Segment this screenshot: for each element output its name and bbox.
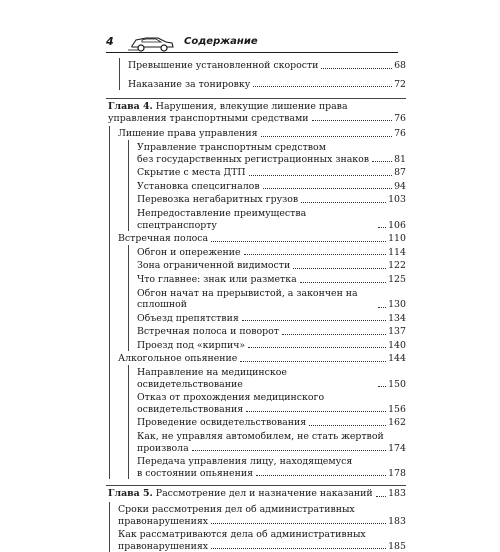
toc-entry-page: 106 [388,219,406,231]
toc-entry-page: 68 [394,60,406,71]
toc-entry[interactable] [137,165,406,179]
toc-section-page: 144 [388,353,406,365]
chapter-label: Глава 5. [108,488,153,500]
dot-leader [378,307,386,308]
dot-leader [378,227,386,228]
toc-entry-page: 185 [388,540,406,552]
toc-entry[interactable] [137,140,406,165]
dot-leader [211,523,386,524]
toc-section-title: Алкогольное опьянение [118,353,238,365]
chapter-title-line2: управления транспортными средствами [108,112,309,124]
dot-leader [240,361,386,362]
toc-entry-page: 94 [394,180,406,192]
chapter-title: Рассмотрение дел и назначение наказаний [155,488,373,500]
toc-entry[interactable] [137,272,406,286]
dot-leader [300,282,386,283]
toc-entry[interactable] [137,429,406,454]
toc-entry-title: Объезд препятствия [137,312,239,324]
toc-entry-title: Направление на медицинское освидетельствование [137,367,287,390]
toc-entry[interactable] [137,390,406,415]
toc-section[interactable] [118,351,406,365]
toc-entry-title: Встречная полоса и поворот [137,326,279,338]
dot-leader [321,68,392,69]
dot-leader [263,188,392,189]
toc-entry[interactable] [118,502,406,527]
toc-entry-page: 72 [394,78,406,90]
chapter-label: Глава 4. [108,101,153,113]
toc-section-title: Встречная полоса [118,233,209,245]
toc-section-title: Лишение права управления [118,128,258,140]
toc-entry-title: Скрытие с места ДТП [137,167,246,179]
toc-entry-title-cont: в состоянии опьянения [137,467,253,479]
page-header [106,34,406,52]
dot-leader [211,241,386,242]
toc-entry[interactable] [137,324,406,338]
toc-entry-title: Наказание за тонировку [128,78,251,90]
dot-leader [249,175,392,176]
toc-entry-page: 125 [388,273,406,285]
toc-entry-title: Зона ограниченной видимости [137,260,291,272]
toc-section-page: 76 [394,128,406,140]
toc-entry-title: Проезд под «кирпич» [137,339,246,351]
toc-entry-title-cont: правонарушениях [118,515,209,527]
table-of-contents [106,58,406,552]
toc-entry-title-cont: освидетельствования [137,403,244,415]
toc-entry-page: 178 [388,467,406,479]
section-title: Содержание [184,36,258,47]
toc-entry[interactable] [118,527,406,552]
toc-entry-page: 137 [388,326,406,338]
dot-leader [192,450,386,451]
toc-entry-page: 81 [394,153,406,165]
dot-leader [378,386,386,387]
page-number: 4 [106,35,114,48]
toc-entry-title: Управление транспортным средством [137,141,326,153]
toc-entry[interactable] [128,72,406,91]
dot-leader [309,425,386,426]
dot-leader [293,268,386,269]
dot-leader [256,475,386,476]
chapter-title-line1: Нарушения, влекущие лишение права [155,101,348,113]
dot-leader [253,86,392,87]
toc-entry[interactable] [128,58,406,72]
toc-entry-page: 162 [388,417,406,429]
toc-entry-title: Обгон начат на прерывистой, а закончен на сплошной [137,287,358,311]
dot-leader [242,320,386,321]
toc-chapter-5-sections [109,502,406,552]
toc-entry-title: Установка спецсигналов [137,180,260,192]
toc-entry-page: 150 [388,378,406,390]
toc-section-items [128,245,406,352]
toc-entry[interactable] [137,415,406,429]
toc-entry-page: 122 [388,260,406,272]
chapter-divider [106,485,406,486]
toc-entry-title: Передача управления лицу, находящемуся [137,456,353,468]
toc-section-page: 110 [388,233,406,245]
toc-entry-page: 130 [388,299,406,311]
toc-entry[interactable] [137,206,406,231]
toc-entry-page: 114 [388,246,406,258]
toc-entry-title-cont: правонарушениях [118,540,209,552]
toc-entry[interactable] [137,179,406,193]
car-icon [128,34,176,52]
toc-entry[interactable] [137,258,406,272]
dot-leader [248,347,386,348]
dot-leader [372,161,392,162]
toc-entry-title: Обгон и опережение [137,246,241,258]
toc-entry-title: Что главнее: знак или разметка [137,273,297,285]
toc-chapter-5[interactable] [106,488,406,500]
toc-entry[interactable] [137,286,406,311]
toc-chapter-4[interactable] [106,101,406,124]
toc-entry[interactable] [137,245,406,259]
dot-leader [301,202,386,203]
toc-entry-page: 134 [388,312,406,324]
toc-entry[interactable] [137,338,406,352]
toc-entry-title: Отказ от прохождения медицинского [137,392,325,404]
dot-leader [211,548,386,549]
toc-section-items [128,365,406,479]
toc-entry-title: Сроки рассмотрения дел об административных [118,504,355,515]
toc-entry-title-cont: без государственных регистрационных знаков [137,153,370,165]
toc-section[interactable] [118,231,406,245]
toc-entry[interactable] [137,365,406,390]
dot-leader [261,136,392,137]
dot-leader [246,411,386,412]
header-rule [106,52,398,53]
toc-section-items [128,140,406,231]
toc-entry-title: Проведение освидетельствования [137,417,307,429]
toc-group-top [119,58,406,90]
toc-entry-title-cont: произвола [137,442,189,454]
toc-entry-title: Как рассматриваются дела об административных [118,529,366,541]
toc-entry[interactable] [137,454,406,479]
toc-entry-title: Превышение установленной скорости [128,60,319,71]
toc-entry[interactable] [137,192,406,206]
toc-section[interactable] [118,126,406,140]
toc-entry-page: 183 [388,515,406,527]
dot-leader [312,120,393,121]
toc-entry-title: Как, не управляя автомобилем, не стать жертвой [137,431,384,443]
chapter-page: 76 [394,112,406,124]
toc-entry-title: Непредоставление преимущества спецтранспорту [137,207,307,231]
toc-entry-page: 140 [388,339,406,351]
chapter-divider [106,98,406,99]
toc-entry-page: 87 [394,167,406,179]
toc-chapter-4-sections [109,126,406,479]
toc-entry[interactable] [137,311,406,325]
dot-leader [282,334,386,335]
dot-leader [244,254,387,255]
toc-entry-title: Перевозка негабаритных грузов [137,194,299,206]
toc-entry-page: 103 [388,194,406,206]
dot-leader [376,496,386,497]
toc-entry-page: 156 [388,403,406,415]
chapter-page: 183 [388,488,406,500]
toc-entry-page: 174 [388,442,406,454]
